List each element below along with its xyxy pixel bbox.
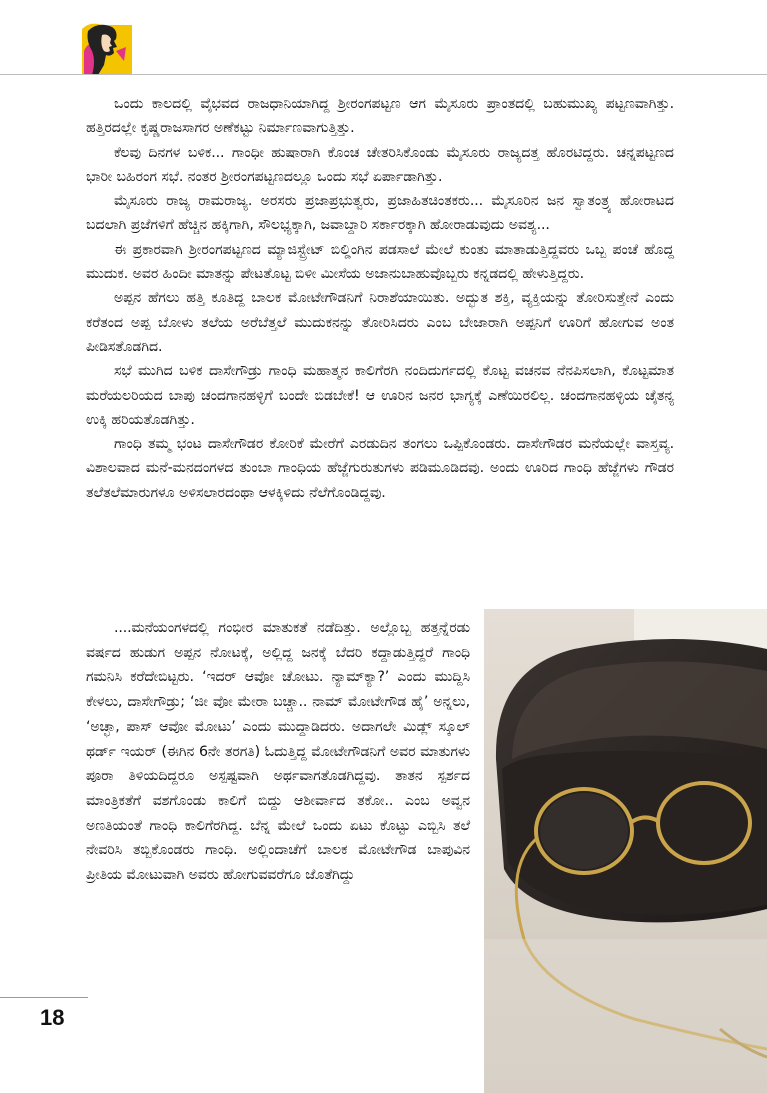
paragraph-5: ಅಪ್ಪನ ಹೆಗಲು ಹತ್ತಿ ಕೂತಿದ್ದ ಬಾಲಕ ಮೋಟೇಗೌಡನಿಗೆ ನಿರಾಶೆಯಾಯಿತು. ಅದ್ಭುತ ಶಕ್ತಿ, ವ್ಯಕ್ತಿಯನ್ನು ತೋರಿಸುತ್ತೇನೆ ಎಂದು ಕರೆತಂದ ಅಪ್ಪ ಬೋಳು ತಲೆಯ ಅರೆಬೆತ್ತಲೆ ಮುದುಕನನ್ನು ತೋರಿಸಿದರು ಎಂಬ ಬೇಜಾರಾಗಿ ಅಪ್ಪನಿಗೆ ಊರಿಗೆ ಹೋಗುವ ಅಂತ ಪೀಡಿಸತೊಡಗಿದ. — [86, 290, 674, 355]
paragraph-6: ಸಭೆ ಮುಗಿದ ಬಳಿಕ ದಾಸೇಗೌಡ್ರು ಗಾಂಧಿ ಮಹಾತ್ಮನ ಕಾಲಿಗೆರಗಿ ನಂದಿದುರ್ಗದಲ್ಲಿ ಕೊಟ್ಟ ವಚನವ ನೆನಪಿಸಲಾಗಿ, ಕೊಟ್ಟಮಾತ ಮರೆಯಲರಿಯದ ಬಾಪು ಚಂದಗಾನಹಳ್ಳಿಗೆ ಬಂದೇ ಬಿಡಬೇಕೆ! ಆ ಊರಿನ ಜನರ ಭಾಗ್ಯಕ್ಕೆ ಎಣೆಯಿರಲಿಲ್ಲ. ಚಂದಗಾನಹಳ್ಳಿಯ ಚೈತನ್ಯ ಉಕ್ಕಿ ಹರಿಯತೊಡಗಿತ್ತು. — [86, 363, 674, 428]
paragraph-8: ....ಮನೆಯಂಗಳದಲ್ಲಿ ಗಂಭೀರ ಮಾತುಕತೆ ನಡೆದಿತ್ತು. ಅಲ್ಲೊಬ್ಬ ಹತ್ತನ್ನೆರಡು ವರ್ಷದ ಹುಡುಗ ಅಪ್ಪನ ನೋಟಕ್ಕೆ, ಅಲ್ಲಿದ್ದ ಜನಕ್ಕೆ ಬೆದರಿ ಕದ್ದಾಡುತ್ತಿದ್ದರೆ ಗಾಂಧಿ ಗಮನಿಸಿ ಕರೆದೇಬಿಟ್ಟರು. ‘ಇದರ್ ಆವೋ ಚೋಟು. ನ್ಯಾಮ್‌ಕ್ಯಾ?’ ಎಂದು ಮುದ್ದಿಸಿ ಕೇಳಲು, ದಾಸೇಗೌಡ್ರು; ‘ಜೀ ವೋ ಮೇರಾ ಬಚ್ಚಾ.. ನಾಮ್ ಮೋಟೇಗೌಡ ಹೈ’ ಅನ್ನಲು, ‘ಅಚ್ಛಾ, ಪಾಸ್ ಆವೋ ಮೋಟು’ ಎಂದು ಮುದ್ದಾಡಿದರು. ಅದಾಗಲೇ ಮಿಡ್ಲ್ ಸ್ಕೂಲ್ ಥರ್ಡ್ ಇಯರ್ (ಈಗಿನ 6ನೇ ತರಗತಿ) ಓದುತ್ತಿದ್ದ ಮೋಟೇಗೌಡನಿಗೆ ಅವರ ಮಾತುಗಳು ಪೂರಾ ತಿಳಿಯದಿದ್ದರೂ ಅಸ್ಪಷ್ಟವಾಗಿ ಅರ್ಥವಾಗತೊಡಗಿದ್ದವು. ತಾತನ ಸ್ಪರ್ಶದ ಮಾಂತ್ರಿಕತೆಗೆ ವಶಗೊಂಡು ಕಾಲಿಗೆ ಬಿದ್ದು ಆಶೀರ್ವಾದ ತಕೋ.. ಎಂಬ ಅವ್ವನ ಅಣತಿಯಂತೆ ಗಾಂಧಿ ಕಾಲಿಗೆರಗಿದ್ದ. ಬೆನ್ನ ಮೇಲೆ ಒಂದು ಏಟು ಕೊಟ್ಟು ಎಬ್ಬಿಸಿ ತಲೆ ನೇವರಿಸಿ ತಬ್ಬಿಕೊಂಡರು ಗಾಂಧಿ. ಅಲ್ಲಿಂದಾಚೆಗೆ ಬಾಲಕ ಮೋಟೇಗೌಡ ಬಾಪುವಿನ ಪ್ರೀತಿಯ ಮೋಟುವಾಗಿ ಅವರು ಹೋಗುವವರೆಗೂ ಜೊತೆಗಿದ್ದು — [86, 620, 470, 884]
article-body — [86, 92, 674, 505]
magazine-logo — [80, 21, 132, 75]
woman-profile-icon — [80, 21, 132, 75]
paragraph-1: ಒಂದು ಕಾಲದಲ್ಲಿ ವೈಭವದ ರಾಜಧಾನಿಯಾಗಿದ್ದ ಶ್ರೀರಂಗಪಟ್ಟಣ ಆಗ ಮೈಸೂರು ಪ್ರಾಂತದಲ್ಲಿ ಬಹುಮುಖ್ಯ ಪಟ್ಟಣವಾಗಿತ್ತು. ಹತ್ತಿರದಲ್ಲೇ ಕೃಷ್ಣರಾಜಸಾಗರ ಅಣೆಕಟ್ಟು ನಿರ್ಮಾಣವಾಗುತ್ತಿತ್ತು. — [86, 96, 674, 137]
footer-rule — [0, 997, 88, 998]
article-body-wrapped — [86, 616, 470, 888]
paragraph-7: ಗಾಂಧಿ ತಮ್ಮ ಭಂಟ ದಾಸೇಗೌಡರ ಕೋರಿಕೆ ಮೇರೆಗೆ ಎರಡುದಿನ ತಂಗಲು ಒಪ್ಪಿಕೊಂಡರು. ದಾಸೇಗೌಡರ ಮನೆಯಲ್ಲೇ ವಾಸ್ತವ್ಯ. ವಿಶಾಲವಾದ ಮನೆ-ಮನದಂಗಳದ ತುಂಬಾ ಗಾಂಧಿಯ ಹೆಜ್ಜೆಗುರುತುಗಳು ಪಡಿಮೂಡಿದವು. ಅಂದು ಊರಿದ ಗಾಂಧಿ ಹೆಜ್ಜೆಗಳು ಗೌಡರ ತಲೆತಲೆಮಾರುಗಳೂ ಅಳಿಸಲಾರದಂಥಾ ಆಳಕ್ಕಿಳಿದು ನೆಲೆಗೊಂಡಿದ್ದವು. — [86, 436, 674, 501]
paragraph-2: ಕೆಲವು ದಿನಗಳ ಬಳಿಕ... ಗಾಂಧೀ ಹುಷಾರಾಗಿ ಕೊಂಚ ಚೇತರಿಸಿಕೊಂಡು ಮೈಸೂರು ರಾಜ್ಯದತ್ತ ಹೊರಟಿದ್ದರು. ಚನ್ನಪಟ್ಟಣದ ಭಾರೀ ಬಹಿರಂಗ ಸಭೆ. ನಂತರ ಶ್ರೀರಂಗಪಟ್ಟಣದಲ್ಲೂ ಒಂದು ಸಭೆ ಏರ್ಪಾಡಾಗಿತ್ತು. — [86, 144, 674, 185]
paragraph-3: ಮೈಸೂರು ರಾಜ್ಯ ರಾಮರಾಜ್ಯ. ಅರಸರು ಪ್ರಜಾಪ್ರಭುತ್ವರು, ಪ್ರಜಾಹಿತಚಿಂತಕರು... ಮೈಸೂರಿನ ಜನ ಸ್ವಾತಂತ್ರ್ಯ ಹೋರಾಟದ ಬದಲಾಗಿ ಪ್ರಜೆಗಳಿಗೆ ಹೆಚ್ಚಿನ ಹಕ್ಕಿಗಾಗಿ, ಸೌಲಭ್ಯಕ್ಕಾಗಿ, ಜವಾಬ್ದಾರಿ ಸರ್ಕಾರಕ್ಕಾಗಿ ಹೋರಾಡುವುದು ಅವಶ್ಯ... — [86, 193, 674, 234]
paragraph-4: ಈ ಪ್ರಕಾರವಾಗಿ ಶ್ರೀರಂಗಪಟ್ಟಣದ ಮ್ಯಾಜಿಸ್ಟ್ರೇಟ್ ಬಿಲ್ಡಿಂಗಿನ ಪಡಸಾಲೆ ಮೇಲೆ ಕುಂತು ಮಾತಾಡುತ್ತಿದ್ದವರು ಒಬ್ಬ ಪಂಚೆ ಹೊದ್ದ ಮುದುಕ. ಅವರ ಹಿಂದೀ ಮಾತನ್ನು ಪೇಟತೊಟ್ಟ ಬಿಳೀ ಮೀಸೆಯ ಅಜಾನುಬಾಹುವೊಬ್ಬರು ಕನ್ನಡದಲ್ಲಿ ಹೇಳುತ್ತಿದ್ದರು. — [86, 241, 674, 283]
round-spectacles-in-case-icon — [484, 609, 767, 1093]
spectacles-photo — [484, 609, 767, 1093]
page-number: 18 — [40, 1005, 65, 1030]
header-rule — [0, 74, 767, 75]
